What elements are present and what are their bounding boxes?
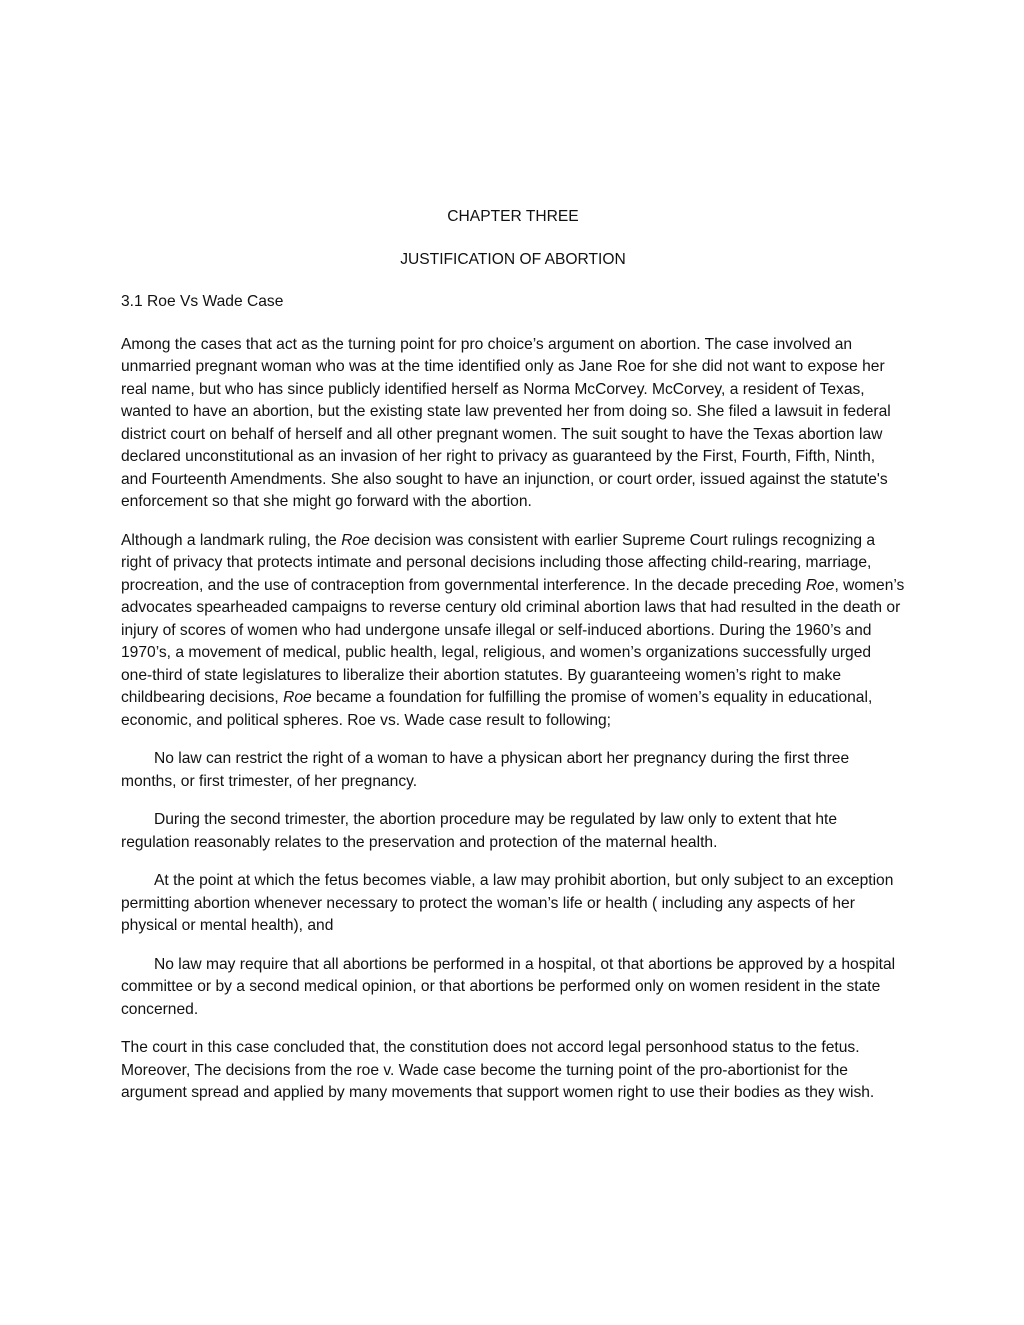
paragraph-text: decision was consistent with earlier Supreme Court rulings recognizing a right of privacy that protects intimate and personal decisions including those affecting child-rearing, marriage, procreation, and the use of contraception from governmental interference. In the decade preceding (121, 531, 876, 594)
chapter-label: CHAPTER THREE (447, 208, 579, 225)
case-name-roe: Roe (283, 689, 312, 706)
section-heading: 3.1 Roe Vs Wade Case (121, 293, 284, 310)
paragraph-text: Although a landmark ruling, the (121, 531, 342, 549)
document-page (121, 206, 905, 1121)
paragraph-conclusion: The court in this case concluded that, the constitution does not accord legal personhood status to the fetus. Moreover, The decisions from the roe v. Wade case become the turning point of the pro-abortionist for the argument spread and applied by many movements that support women right to use their bodies as they wish. (121, 1039, 875, 1101)
result-hospital-requirement: No law may require that all abortions be performed in a hospital, ot that abortions be approved by a hospital committee or by a second medical opinion, or that abortions be performed only on women resident in the state concerned. (121, 955, 896, 1018)
paragraph-landmark-ruling (121, 530, 905, 733)
result-first-trimester: No law can restrict the right of a woman to have a physican abort her pregnancy during the first three months, or first trimester, of her pregnancy. (121, 750, 850, 790)
paragraph-roe-intro: Among the cases that act as the turning point for pro choice’s argument on abortion. The case involved an unmarried pregnant woman who was at the time identified only as Jane Roe for she did not want to expose her real name, but who has since publicly identified herself as Norma McCorvey. McCorvey, a resident of Texas, wanted to have an abortion, but the existing state law prevented her from doing so. She filed a lawsuit in federal district court on behalf of herself and all other pregnant women. The suit sought to have the Texas abortion law declared unconstitutional as an invasion of her right to privacy as guaranteed by the First, Fourth, Fifth, Ninth, and Fourteenth Amendments. She also sought to have an injunction, or court order, issued against the statute's enforcement so that she might go forward with the abortion. (121, 335, 891, 510)
case-name-roe: Roe (341, 531, 370, 549)
chapter-title: JUSTIFICATION OF ABORTION (400, 250, 626, 268)
paragraph-text: became a foundation for fulfilling the promise of women’s equality in educational, economic, and political spheres. Roe vs. Wade case result to following; (121, 689, 873, 729)
result-viability: At the point at which the fetus becomes viable, a law may prohibit abortion, but only subject to an exception permitting abortion whenever necessary to protect the woman’s life or health ( including any aspects of her physical or mental health), and (121, 872, 894, 934)
result-second-trimester: During the second trimester, the abortion procedure may be regulated by law only to extent that hte regulation reasonably relates to the preservation and protection of the maternal health. (121, 811, 838, 851)
paragraph-text: , women’s advocates spearheaded campaigns to reverse century old criminal abortion laws that had resulted in the death or injury of scores of women who had undergone unsafe illegal or self-induced abortions. During the 1960’s and 1970’s, a movement of medical, public health, legal, religious, and women’s organizations successfully urged one-third of state legislatures to liberalize their abortion statutes. By guaranteeing women’s right to make childbearing decisions, (121, 576, 905, 706)
case-name-roe: Roe (805, 576, 835, 594)
